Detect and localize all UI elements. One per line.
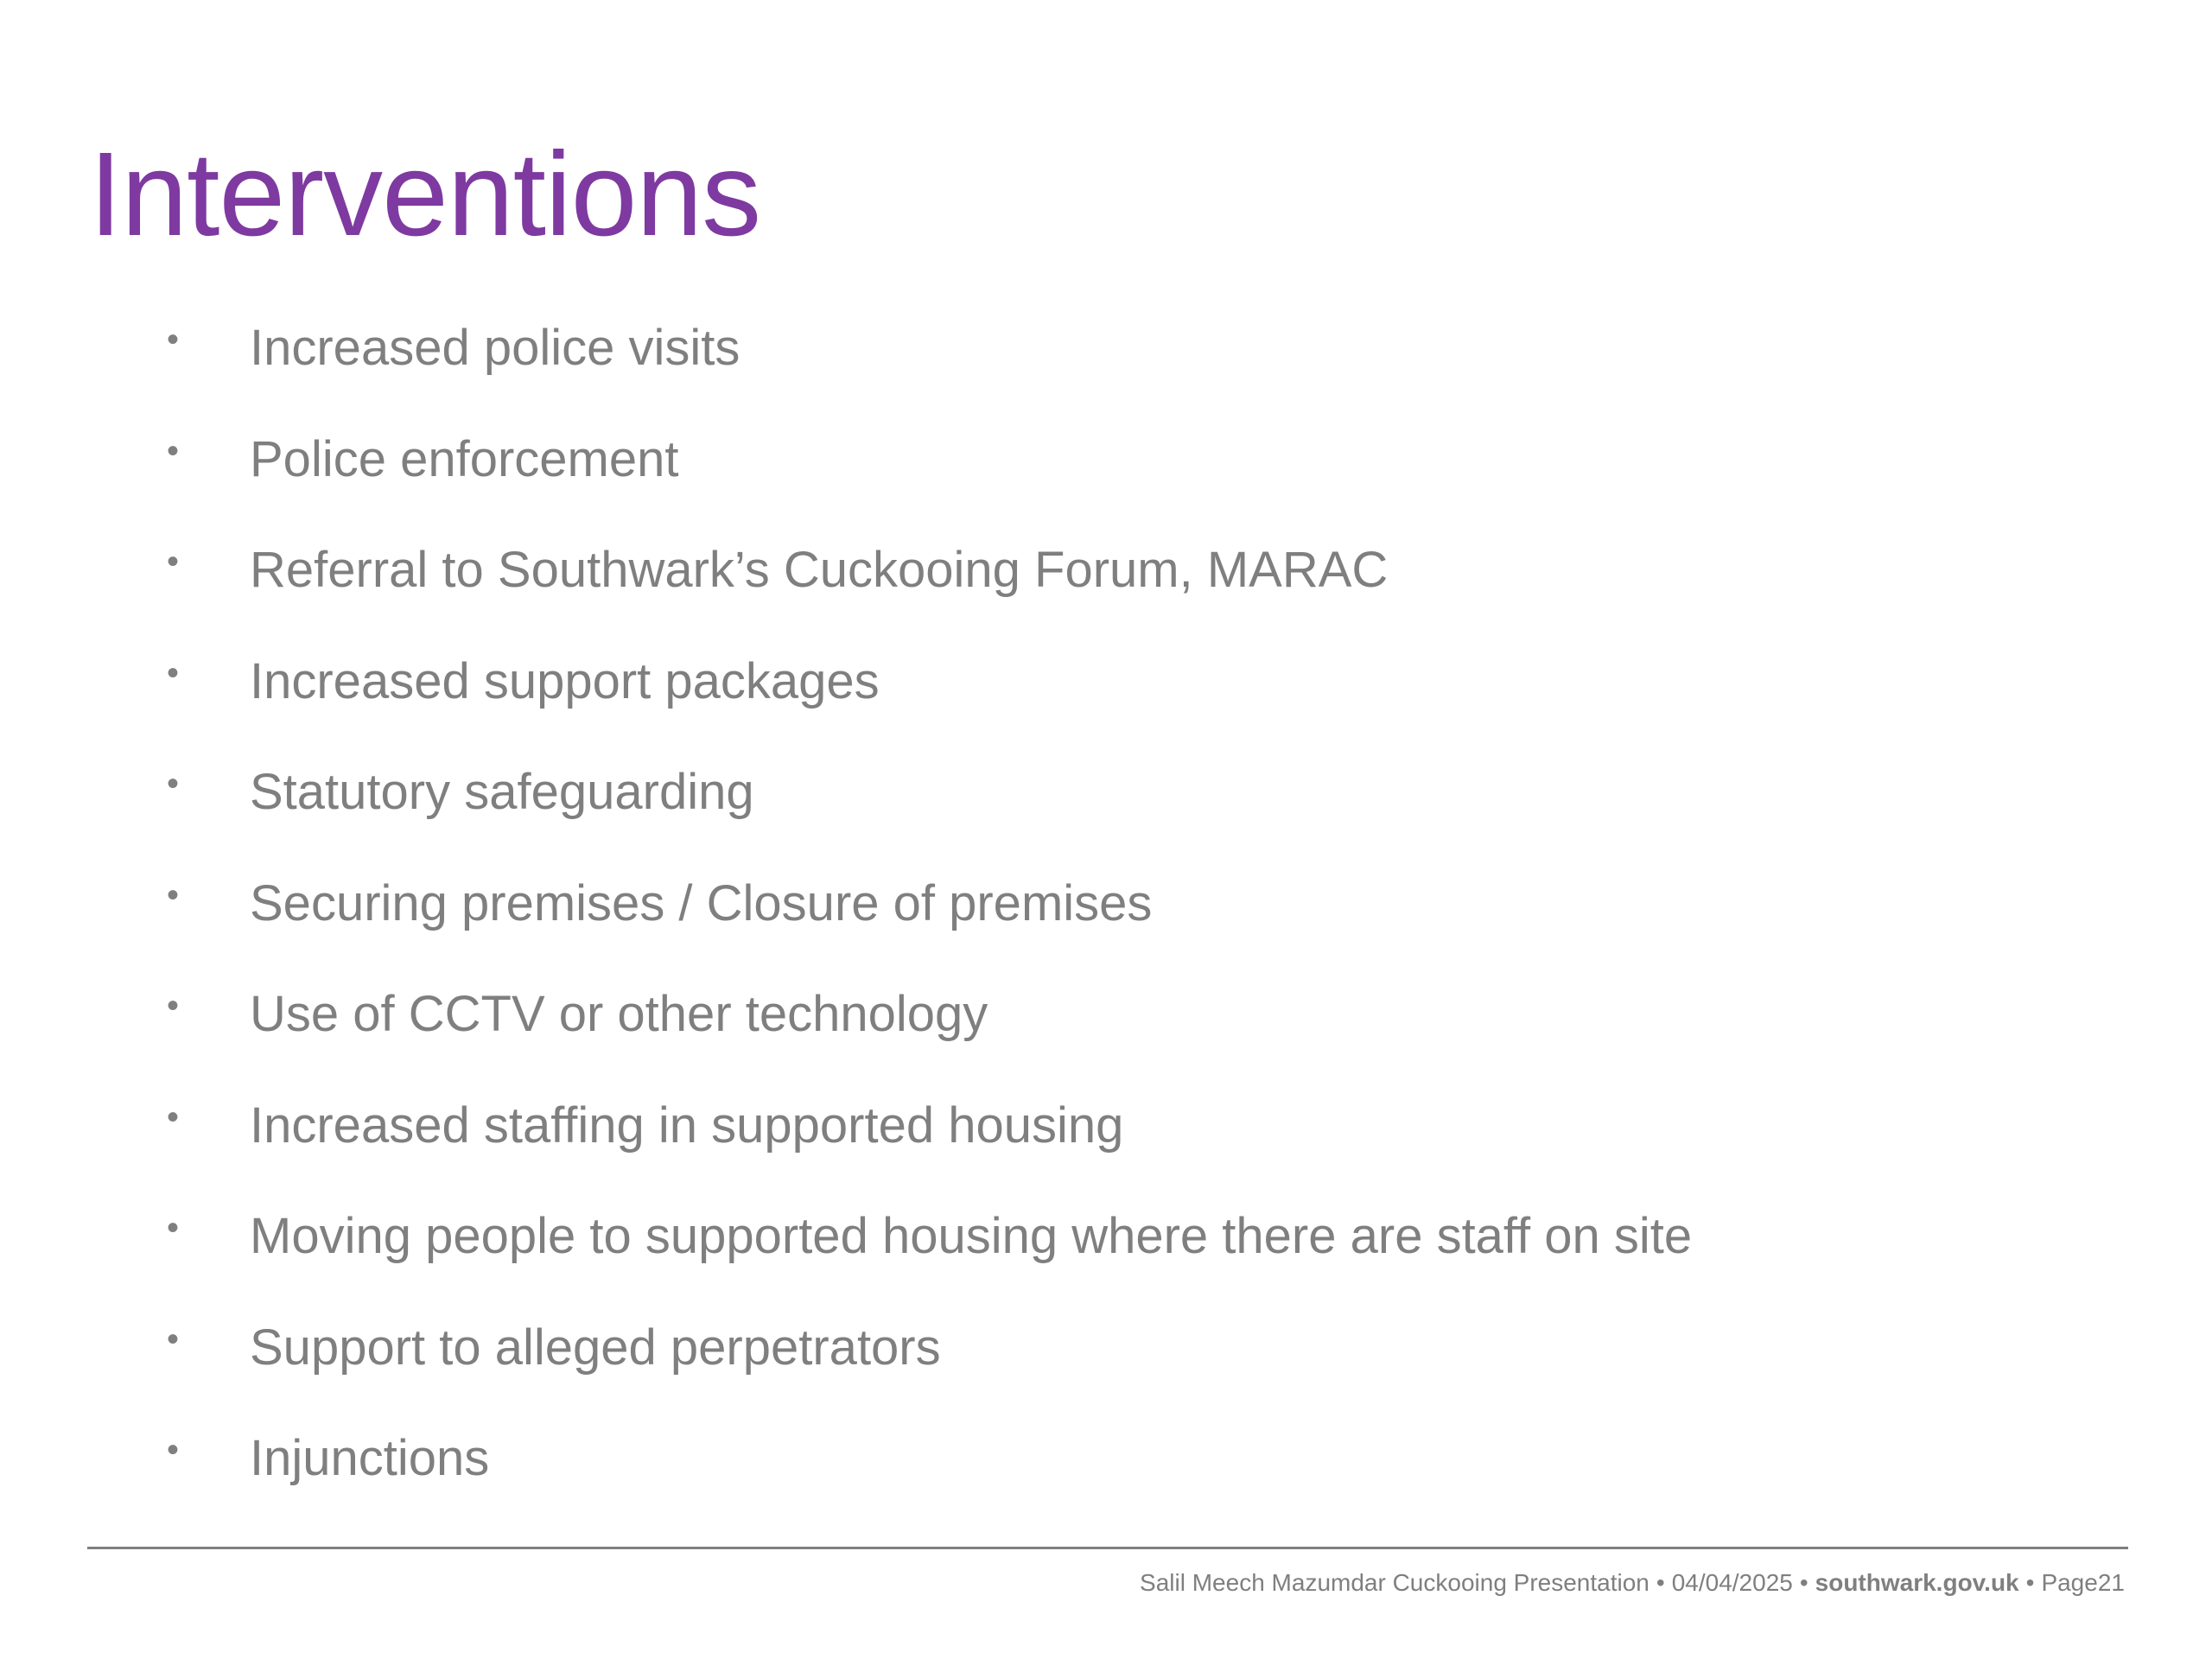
bullet-text: Statutory safeguarding [250, 764, 754, 820]
bullet-text: Increased police visits [250, 320, 741, 376]
bullet-text: Injunctions [250, 1430, 490, 1486]
bullet-text: Use of CCTV or other technology [250, 986, 988, 1042]
footer-separator: • [1799, 1569, 1808, 1596]
bullet-icon: • [167, 321, 180, 359]
bullet-icon: • [167, 1319, 180, 1358]
footer-separator: • [2025, 1569, 2035, 1596]
bullet-text: Increased staffing in supported housing [250, 1096, 1124, 1154]
footer-date: 04/04/2025 [1671, 1569, 1793, 1596]
footer [1140, 1566, 2125, 1600]
bullet-icon: • [167, 543, 180, 581]
footer-website: southwark.gov.uk [1815, 1569, 2019, 1596]
bullet-icon: • [167, 431, 180, 470]
bullet-text: Moving people to supported housing where there are staff on site [250, 1208, 1693, 1264]
bullet-text: Police enforcement [250, 430, 679, 487]
bullet-icon: • [167, 1209, 180, 1247]
footer-separator: • [1656, 1569, 1665, 1596]
bullet-text: Increased support packages [250, 652, 880, 709]
footer-divider [87, 1547, 2128, 1549]
bullet-text: Securing premises / Closure of premises [250, 874, 1153, 931]
footer-presentation-title: Salil Meech Mazumdar Cuckooing Presentation [1140, 1569, 1649, 1596]
footer-page-number: 21 [2097, 1569, 2125, 1596]
slide-title: Interventions [89, 128, 761, 261]
bullet-icon: • [167, 1431, 180, 1469]
bullet-icon: • [167, 765, 180, 803]
bullet-icon: • [167, 1097, 180, 1136]
bullet-icon: • [167, 875, 180, 914]
footer-page-label: Page [2041, 1569, 2098, 1596]
bullet-icon: • [167, 987, 180, 1025]
bullet-icon: • [167, 653, 180, 692]
bullet-text: Support to alleged perpetrators [250, 1319, 941, 1376]
bullet-text: Referral to Southwark’s Cuckooing Forum, MARAC [250, 542, 1389, 598]
